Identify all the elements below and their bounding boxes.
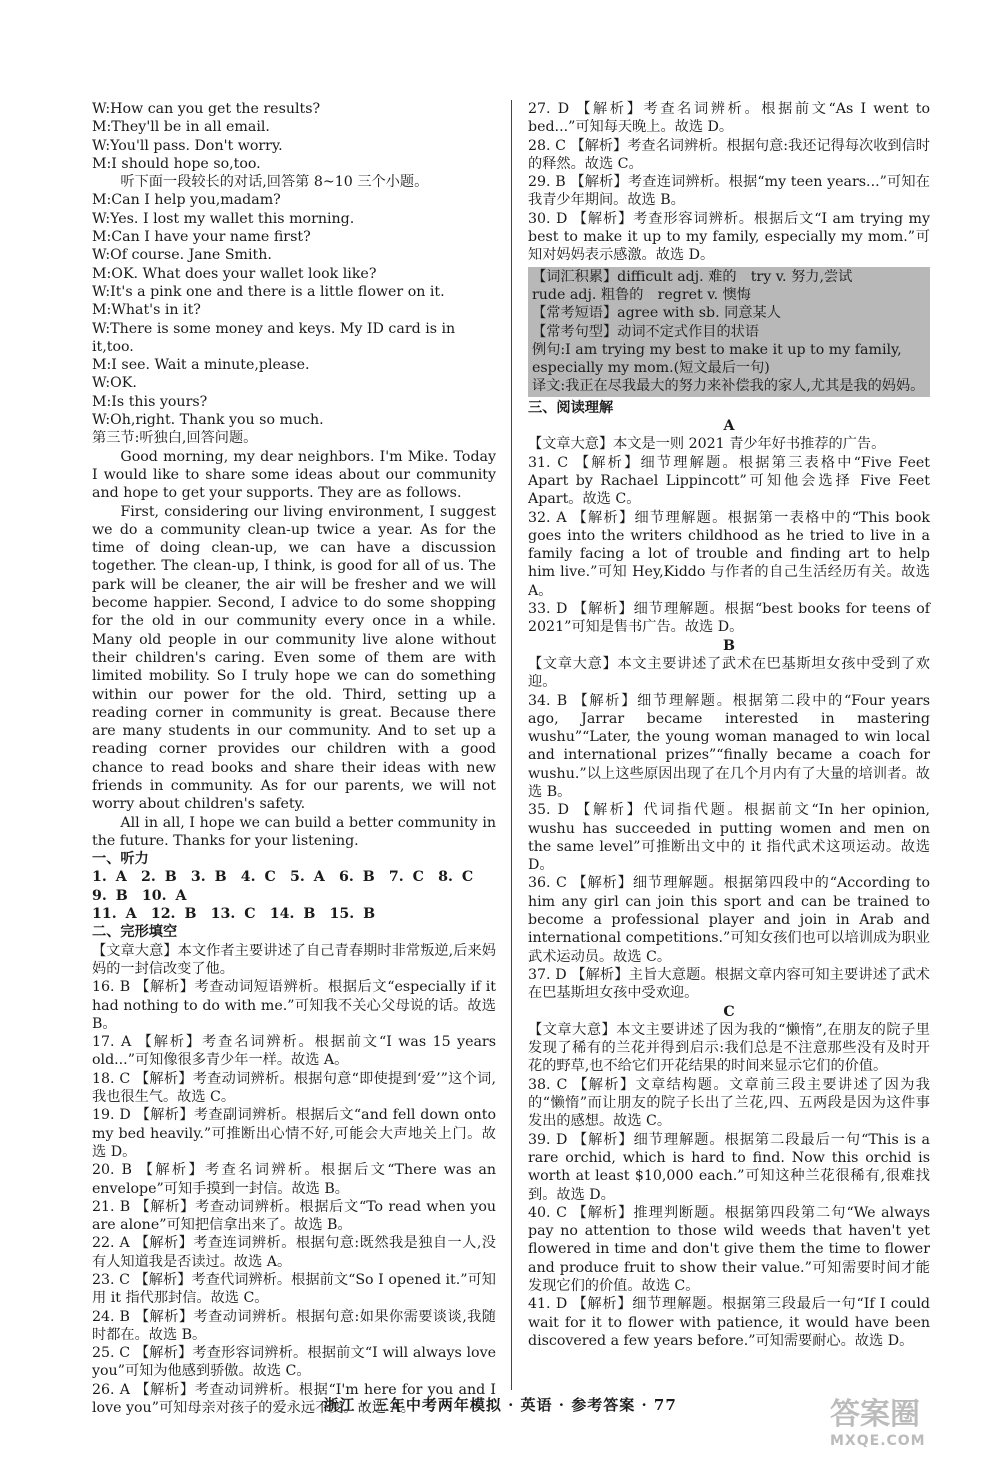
text-line: 【文章大意】本文主要讲述了武术在巴基斯坦女孩中受到了欢迎。 <box>528 655 930 691</box>
text-line: 41. D 【解析】细节理解题。根据第三段最后一句“If I could wait for it to flower with patience, it would have been discovered a few years before.”可知需要耐心。故选 D。 <box>528 1296 930 1349</box>
text-line: A <box>723 418 735 435</box>
text-line: 38. C 【解析】文章结构题。文章前三段主要讲述了因为我的“懒惰”而让朋友的院子长出了兰花,四、五两段是因为这件事发出的感想。故选 C。 <box>528 1076 930 1130</box>
text-line: M:I should hope so,too. <box>92 155 261 172</box>
right-column-bottom <box>528 399 930 1350</box>
text-line: 19. D 【解析】考查副词辨析。根据后文“and fell down onto my bed heavily.”可推断出心情不好,可能会大声地关上门。故选 D。 <box>92 1107 496 1160</box>
text-line: 29. B 【解析】考查连词辨析。根据“my teen years...”可知在我青少年期间。故选 B。 <box>528 174 930 209</box>
text-line: 22. A 【解析】考查连词辨析。根据句意:既然我是独自一人,没有人知道我是否读过。故选 A。 <box>92 1235 496 1270</box>
text-line: 21. B 【解析】考查动词辨析。根据后文“To read when you are alone”可知把信拿出来了。故选 B。 <box>92 1198 496 1234</box>
watermark-bottom: MXQE.COM <box>830 1433 926 1449</box>
text-line: 17. A 【解析】考查名词辨析。根据前文“I was 15 years old...”可知像很多青少年一样。故选 A。 <box>92 1034 496 1069</box>
text-line: 16. B 【解析】考查动词短语辨析。根据后文“especially if it had nothing to do with me.”可知我不关心父母说的话。故选 B。 <box>92 979 496 1032</box>
text-line: M:They'll be in all email. <box>92 119 270 136</box>
text-line: 28. C 【解析】考查名词辨析。根据句意:我还记得每次收到信时的释然。故选 C。 <box>528 137 930 172</box>
text-line: M:What's in it? <box>92 302 201 319</box>
text-line: 36. C 【解析】细节理解题。根据第四段中的“According to him any girl can join this sport and can be trained to become a professional player and join in Arab and international competitions.”可知女孩们也可以培训成为职业武术运动员。故选 C。 <box>528 875 930 965</box>
text-line: 23. C 【解析】考查代词辨析。根据前文“So I opened it.”可知用 it 指代那封信。故选 C。 <box>92 1272 496 1307</box>
text-line: 【文章大意】本文作者主要讲述了自己青春期时非常叛逆,后来妈妈的一封信改变了他。 <box>92 942 496 977</box>
text-line: 34. B 【解析】细节理解题。根据第二段中的“Four years ago, Jarrar became interested in mastering wushu”“Later, the young woman managed to win local and international prizes”“finally became a coach for wushu.”以上这些原因出现了在几个月内有了大量的培训者。故选 B。 <box>528 692 930 800</box>
text-line: W:Of course. Jane Smith. <box>92 247 272 264</box>
text-line: 33. D 【解析】细节理解题。根据“best books for teens of 2021”可知是售书广告。故选 D。 <box>528 601 930 636</box>
text-line: 二、完形填空 <box>92 924 178 941</box>
text-line: 26. A 【解析】考查动词辨析。根据“I'm here for you and I love you”可知母亲对孩子的爱永远不变。故选 A。 <box>92 1381 496 1417</box>
text-line: W:OK. <box>92 375 137 392</box>
vocab-line: 译文:我正在尽我最大的努力来补偿我的家人,尤其是我的妈妈。 <box>532 378 925 395</box>
text-line: W:It's a pink one and there is a little flower on it. <box>92 283 445 300</box>
text-line: All in all, I hope we can build a better community in the future. Thanks for your listening. <box>92 814 496 849</box>
text-line: 一、听力 <box>92 851 149 868</box>
vocabulary-box <box>528 267 930 397</box>
text-line: 37. D 【解析】主旨大意题。根据文章内容可知主要讲述了武术在巴基斯坦女孩中受欢迎。 <box>528 966 930 1002</box>
vocab-line: 【词汇积累】difficult adj. 难的 try v. 努力,尝试 <box>532 268 853 285</box>
text-line: 39. D 【解析】细节理解题。根据第二段最后一句“This is a rare orchid, which is hard to find. Now this orchid is worth at least $10,000 each.”可知这种兰花很稀有,很难找到。故选 D。 <box>528 1131 930 1203</box>
text-line: 听下面一段较长的对话,回答第 8~10 三个小题。 <box>120 174 429 191</box>
text-line: M:Can I help you,madam? <box>92 192 281 209</box>
right-column <box>528 100 930 1350</box>
right-column-top <box>528 100 930 265</box>
vocab-line: 【常考句型】动词不定式作目的状语 <box>532 323 760 340</box>
text-line: M:OK. What does your wallet look like? <box>92 265 377 282</box>
vocab-line: 【常考短语】agree with sb. 同意某人 <box>532 305 781 322</box>
text-line: 40. C 【解析】推理判断题。根据第四段第二句“We always pay no attention to those wild weeds that haven't yet flowered in time and don't give them the time to flower and produce fruit to show their value.”可知需要时间才能发现它们的价值。故选 C。 <box>528 1204 930 1294</box>
text-line: 35. D 【解析】代词指代题。根据前文“In her opinion, wushu has succeeded in putting women and men on the same level”可推断出文中的 it 指代武术这项运动。故选 D。 <box>528 802 930 874</box>
text-line: 31. C 【解析】细节理解题。根据第三表格中“Five Feet Apart by Rachael Lippincott”可知他会选择 Five Feet Apart。故选 C。 <box>528 454 930 508</box>
text-line: First, considering our living environment, I suggest we do a community clean-up twice a year. As for the time of doing clean-up, we can have a discussion together. The clean-up, I think, is good for all of us. The park will be cleaner, the air will be fresher and we will become happier. Second, I advice to do some shopping for the old in our community every once in a while. Many old people in our community live alone without their children's caring. Even some of them are with limited mobility. So I truly hope we can do something within our power for the old. Third, setting up a reading corner in community is great. Because there are many students in our community. And to set up a reading corner provides our children with a good chance to read books and share their ideas with new friends in community. As for our parents, we will not worry about children's safety. <box>92 503 496 813</box>
text-line: 1. A 2. B 3. B 4. C 5. A 6. B 7. C 8. C 9. B 10. A <box>92 869 488 904</box>
vocab-line: 例句:I am trying my best to make it up to my family, especially my mom.(短文最后一句) <box>532 341 902 377</box>
text-line: 24. B 【解析】考查动词辨析。根据句意:如果你需要谈谈,我随时都在。故选 B。 <box>92 1308 496 1343</box>
text-line: 18. C 【解析】考查动词辨析。根据句意“即使提到‘爱’”这个词,我也很生气。故选 C。 <box>92 1070 496 1106</box>
text-line: 【文章大意】本文是一则 2021 青少年好书推荐的广告。 <box>528 436 886 453</box>
text-line: 【文章大意】本文主要讲述了因为我的“懒惰”,在朋友的院子里发现了稀有的兰花并得到启示:我们总是不注意那些没有及时开花的野草,也不给它们开花结果的时间来显示它们的价值。 <box>528 1021 930 1075</box>
vocab-line: rude adj. 粗鲁的 regret v. 懊悔 <box>532 286 751 303</box>
text-line: 三、阅读理解 <box>528 399 614 416</box>
text-line: W:Oh,right. Thank you so much. <box>92 412 324 429</box>
watermark-logo <box>830 1397 980 1456</box>
text-line: 27. D 【解析】考查名词辨析。根据前文“As I went to bed...”可知每天晚上。故选 D。 <box>528 101 930 136</box>
column-divider <box>511 100 512 1390</box>
page-footer: 浙江 · 三年中考两年模拟 · 英语 · 参考答案 · 77 <box>323 1396 677 1414</box>
text-line: M:Is this yours? <box>92 393 208 410</box>
text-line: M:Can I have your name first? <box>92 229 311 246</box>
left-column <box>92 100 496 1417</box>
text-line: 第三节:听独白,回答问题。 <box>92 430 258 447</box>
text-line: 20. B 【解析】考查名词辨析。根据后文“There was an envelope”可知手摸到一封信。故选 B。 <box>92 1162 496 1197</box>
text-line: W:There is some money and keys. My ID card is in it,too. <box>92 320 456 355</box>
text-line: W:Yes. I lost my wallet this morning. <box>92 210 355 227</box>
text-line: W:You'll pass. Don't worry. <box>92 137 283 154</box>
text-line: C <box>723 1003 735 1020</box>
text-line: 25. C 【解析】考查形容词辨析。根据前文“I will always love you”可知为他感到骄傲。故选 C。 <box>92 1345 496 1380</box>
text-line: Good morning, my dear neighbors. I'm Mike. Today I would like to share some ideas about our community and hope to get your supports. They are as follows. <box>92 448 496 502</box>
text-line: 30. D 【解析】考查形容词辨析。根据后文“I am trying my best to make it up to my family, especially my mom.”可知对妈妈表示感激。故选 D。 <box>528 210 930 264</box>
text-line: W:How can you get the results? <box>92 101 321 117</box>
text-line: 11. A 12. B 13. C 14. B 15. B <box>92 906 376 923</box>
watermark-top: 答案圈 <box>830 1397 920 1432</box>
text-line: 32. A 【解析】细节理解题。根据第一表格中的“This book goes into the writers childhood as he tried to live in a family facing a lot of trouble and finding art to help him live.”可知 Hey,Kiddo 与作者的自己生活经历有关。故选 A。 <box>528 509 930 599</box>
text-line: B <box>723 637 735 654</box>
text-line: M:I see. Wait a minute,please. <box>92 357 310 374</box>
